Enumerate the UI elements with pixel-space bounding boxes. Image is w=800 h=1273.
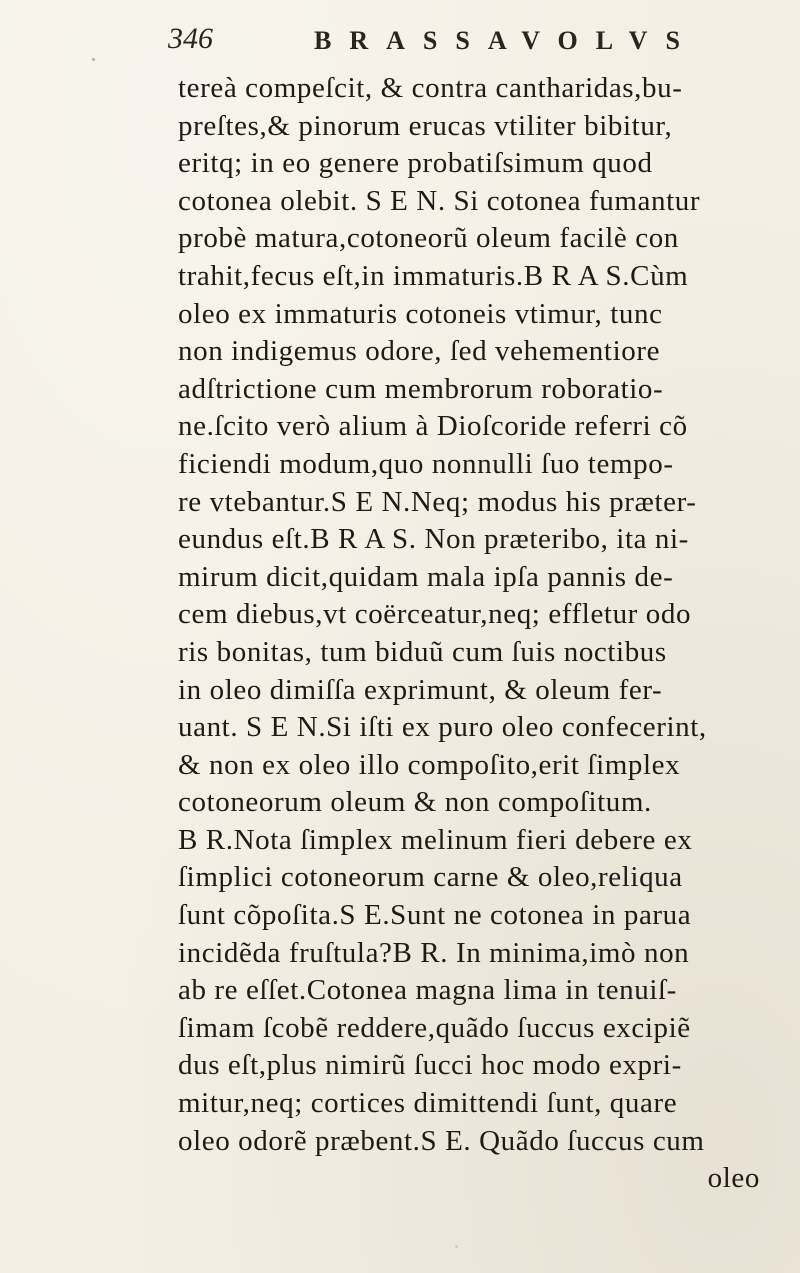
text-line: incidẽda fruſtula?B R. In minima,imò non (178, 936, 690, 969)
paper-speck (92, 58, 95, 61)
page-number: 346 (168, 22, 213, 55)
body-text (178, 70, 778, 1198)
text-line: ris bonitas, tum biduũ cum ſuis noctibus (178, 635, 667, 668)
text-line: B R.Nota ſimplex melinum fieri debere ex (178, 823, 693, 856)
catchword: oleo (707, 1162, 760, 1195)
paper-speck (455, 1245, 458, 1248)
text-line: ſimplici cotoneorum carne & oleo,reliqua (178, 861, 683, 894)
text-line: trahit,fecus eſt,in immaturis.B R A S.Cùm (178, 259, 689, 292)
text-line: adſtrictione cum membrorum roboratio- (178, 372, 664, 405)
text-line: eritq; in eo genere probatiſsimum quod (178, 147, 653, 180)
text-line: probè matura,cotoneorũ oleum facilè con (178, 222, 679, 255)
text-line: ab re eſſet.Cotonea magna lima in tenuiſ- (178, 974, 677, 1007)
text-line: oleo odorẽ præbent.S E. Quãdo ſuccus cum (178, 1124, 705, 1157)
text-line: ſunt cõpoſita.S E.Sunt ne cotonea in parua (178, 899, 692, 932)
text-line: dus eſt,plus nimirũ ſucci hoc modo expri- (178, 1049, 682, 1082)
text-line: oleo ex immaturis cotoneis vtimur, tunc (178, 297, 663, 330)
text-line: cotonea olebit. S E N. Si cotonea fumantur (178, 184, 701, 217)
text-line: re vtebantur.S E N.Neq; modus his præter- (178, 485, 697, 518)
page-header (168, 22, 698, 62)
text-line: & non ex oleo illo compoſito,erit ſimplex (178, 748, 681, 781)
text-line: cem diebus,vt coërceatur,neq; effletur odo (178, 598, 692, 631)
text-line: ficiendi modum,quo nonnulli ſuo tempo- (178, 447, 674, 480)
text-line: ne.ſcito verò alium à Dioſcoride referri cõ (178, 410, 688, 443)
text-line: in oleo dimiſſa exprimunt, & oleum fer- (178, 673, 663, 706)
text-line: eundus eſt.B R A S. Non prætеribo, ita ni- (178, 523, 689, 556)
text-line: ſimam ſcobẽ reddere,quãdo ſuccus excipiẽ (178, 1011, 691, 1044)
text-line: cotoneorum oleum & non compoſitum. (178, 786, 652, 819)
text-line: tereà compeſcit, & contra cantharidas,bu- (178, 72, 683, 104)
running-head: BRASSAVOLVS (314, 26, 698, 55)
text-line: non indigemus odore, ſed vehementiore (178, 335, 661, 368)
paper-speck (432, 1100, 435, 1103)
text-line: preſtes,& pinorum erucas vtiliter bibitur, (178, 109, 673, 142)
text-line: uant. S E N.Si iſti ex puro oleo confecerint, (178, 711, 707, 744)
text-line: mitur,neq; cortices dimittendi ſunt, quare (178, 1087, 678, 1120)
text-line: mirum dicit,quidam mala ipſa pannis de- (178, 560, 674, 593)
